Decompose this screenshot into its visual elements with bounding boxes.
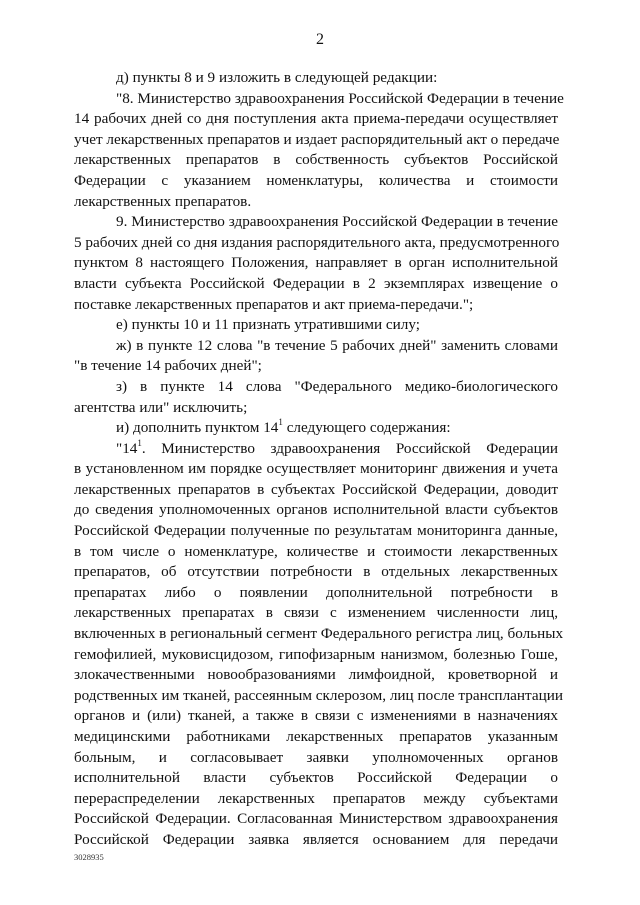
line-text: пунктом 8 настоящего Положения, направляет в орган исполнительной (74, 254, 558, 272)
text-line (74, 150, 558, 171)
text-line (74, 315, 558, 336)
text-line (74, 439, 558, 460)
line-text-continued: следующего содержания: (282, 419, 451, 437)
text-line (74, 459, 558, 480)
line-text: агентства или" исключить; (74, 398, 248, 416)
line-text: и) дополнить пунктом 14 (116, 419, 279, 437)
document-body (74, 68, 564, 851)
line-text: Федерации с указанием номенклатуры, количества и стоимости (74, 171, 558, 189)
line-text: включенных в региональный сегмент Федерального регистра лиц, больных (74, 625, 564, 643)
line-text: 14 рабочих дней со дня поступления акта приема-передачи осуществляет (74, 110, 558, 128)
line-text: учет лекарственных препаратов и издает распорядительный акт о передаче (74, 130, 560, 148)
line-text: Российской Федерации полученные по результатам мониторинга данные, (74, 522, 558, 540)
text-line (74, 789, 558, 810)
text-line (74, 706, 558, 727)
line-text-continued: . Министерство здравоохранения Российской Федерации (141, 439, 558, 457)
line-text: в установленном им порядке осуществляет мониторинг движения и учета (74, 460, 558, 478)
text-line (74, 171, 558, 192)
text-line (74, 253, 558, 274)
line-text: 5 рабочих дней со дня издания распорядительного акта, предусмотренного (74, 233, 560, 251)
superscript: 1 (278, 417, 283, 428)
text-line (74, 748, 558, 769)
text-line (74, 68, 558, 89)
line-text: лекарственных препаратов в субъектах Российской Федерации, доводит (74, 480, 558, 498)
text-line (74, 109, 558, 130)
document-code: 3028935 (74, 852, 104, 862)
line-text: Российской Федерации заявка является основанием для передачи (74, 830, 558, 848)
line-text: поставке лекарственных препаратов и акт приема-передачи."; (74, 295, 474, 313)
text-line (74, 645, 558, 666)
text-line (74, 521, 558, 542)
text-line (74, 336, 558, 357)
line-text: з) в пункте 14 слова "Федерального медико-биологического (116, 377, 558, 395)
line-text: медицинскими работниками лекарственных препаратов указанным (74, 728, 558, 745)
line-text: препаратах либо о появлении дополнительной потребности в (74, 583, 558, 601)
text-line (74, 583, 558, 604)
line-text: исполнительной власти субъектов Российской Федерации о (74, 769, 558, 787)
text-line (74, 603, 558, 624)
text-line (74, 377, 558, 398)
line-text: больным, и согласовывает заявки уполномоченных органов (74, 748, 558, 766)
text-line (74, 727, 558, 748)
line-text: до сведения уполномоченных органов исполнительной власти субъектов (74, 501, 558, 519)
line-text: ж) в пункте 12 слова "в течение 5 рабочих дней" заменить словами (116, 336, 558, 354)
line-text: перераспределении лекарственных препаратов между субъектами (74, 789, 558, 807)
text-line (74, 624, 564, 645)
line-text: "в течение 14 рабочих дней"; (74, 357, 262, 375)
line-text: лекарственных препаратах в связи с изменением численности лиц, (74, 604, 558, 622)
page-number: 2 (316, 31, 324, 48)
line-text: власти субъекта Российской Федерации в 2 экземплярах извещение о (74, 274, 558, 292)
text-line (74, 480, 558, 501)
line-text: органов и (или) тканей, а также в связи с изменениями в назначениях (74, 707, 558, 725)
line-text: родственных им тканей, рассеянным склерозом, лиц после трансплантации (74, 686, 563, 704)
superscript: 1 (137, 437, 142, 448)
text-line (74, 809, 558, 830)
text-line (74, 500, 558, 521)
line-text: Российской Федерации. Согласованная Министерством здравоохранения (74, 810, 558, 828)
text-line (74, 830, 558, 851)
text-line (74, 233, 558, 254)
text-line (74, 768, 558, 789)
text-line (74, 418, 558, 439)
line-text: лекарственных препаратов в собственность субъектов Российской (74, 151, 558, 169)
text-line (74, 398, 558, 419)
line-text: е) пункты 10 и 11 признать утратившими силу; (116, 316, 420, 334)
line-text: лекарственных препаратов. (74, 192, 252, 210)
text-line (74, 542, 558, 563)
line-text: "8. Министерство здравоохранения Российской Федерации в течение (116, 89, 564, 107)
text-line (74, 274, 558, 295)
text-line (74, 130, 558, 151)
line-text: д) пункты 8 и 9 изложить в следующей редакции: (116, 69, 438, 86)
text-line (74, 356, 558, 377)
text-line (74, 212, 558, 233)
text-line (74, 665, 558, 686)
text-line (74, 562, 558, 583)
text-line (74, 192, 558, 213)
text-line (74, 89, 564, 110)
line-text: гемофилией, муковисцидозом, гипофизарным нанизмом, болезнью Гоше, (74, 645, 558, 663)
text-line (74, 295, 558, 316)
line-text: "14 (116, 439, 138, 457)
line-text: 9. Министерство здравоохранения Российской Федерации в течение (116, 213, 558, 231)
line-text: препаратов, об отсутствии потребности в отдельных лекарственных (74, 563, 558, 581)
line-text: в том числе о номенклатуре, количестве и стоимости лекарственных (74, 542, 558, 560)
line-text: злокачественными новообразованиями лимфоидной, кроветворной и (74, 666, 558, 684)
text-line (74, 686, 563, 707)
